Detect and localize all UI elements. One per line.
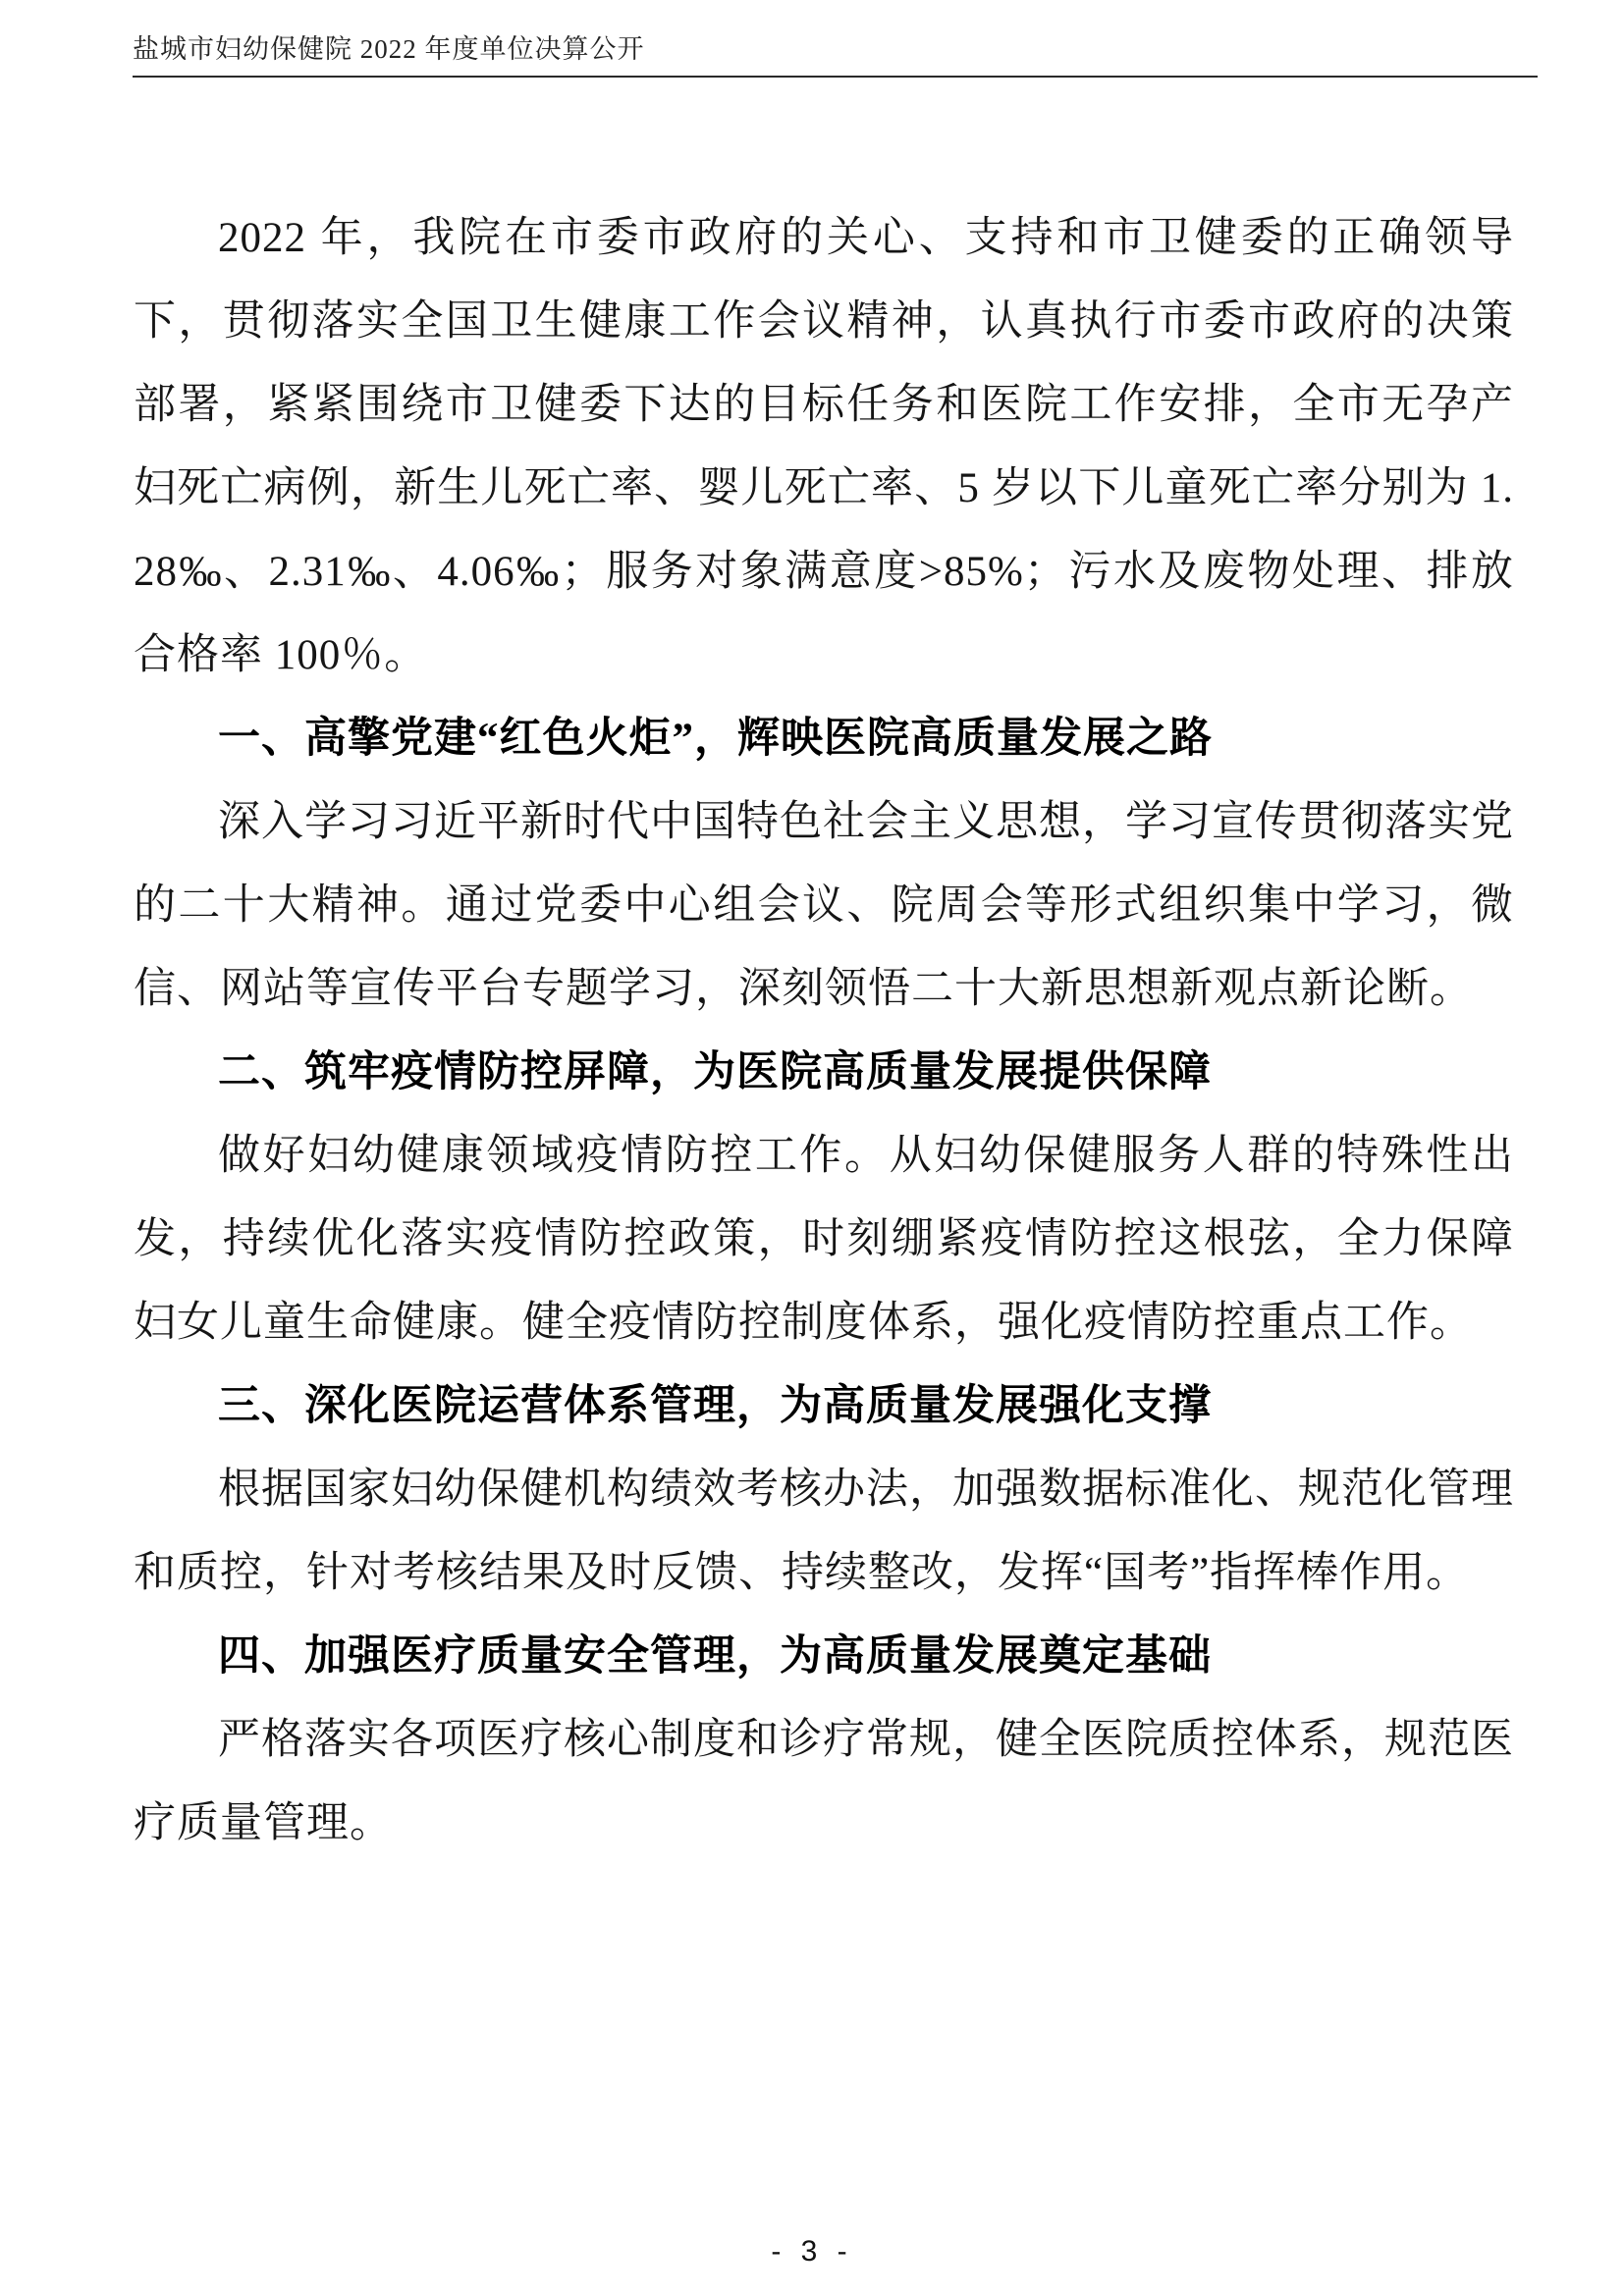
section-heading-3: 三、深化医院运营体系管理，为高质量发展强化支撑 — [218, 1383, 1212, 1429]
paragraph-section-1: 深入学习习近平新时代中国特色社会主义思想，学习宣传贯彻落实党的二十大精神。通过党委中心组会议、院周会等形式组织集中学习，微信、网站等宣传平台专题学习，深刻领悟二十大新思想新观点新论断。 — [134, 799, 1514, 1012]
section-heading-1: 一、高擎党建“红色火炬”，辉映医院高质量发展之路 — [218, 716, 1213, 762]
paragraph-section-3: 根据国家妇幼保健机构绩效考核办法，加强数据标准化、规范化管理和质控，针对考核结果及时反馈、持续整改，发挥“国考”指挥棒作用。 — [134, 1467, 1514, 1596]
section-heading-2: 二、筑牢疫情防控屏障，为医院高质量发展提供保障 — [218, 1049, 1212, 1095]
document-body — [134, 196, 1514, 1865]
paragraph-section-2: 做好妇幼健康领域疫情防控工作。从妇幼保健服务人群的特殊性出发，持续优化落实疫情防控政策，时刻绷紧疫情防控这根弦，全力保障妇女儿童生命健康。健全疫情防控制度体系，强化疫情防控重点工作。 — [134, 1133, 1514, 1346]
paragraph-section-4: 严格落实各项医疗核心制度和诊疗常规，健全医院质控体系，规范医疗质量管理。 — [134, 1717, 1514, 1846]
paragraph-intro: 2022 年，我院在市委市政府的关心、支持和市卫健委的正确领导下，贯彻落实全国卫生健康工作会议精神，认真执行市委市政府的决策部署，紧紧围绕市卫健委下达的目标任务和医院工作安排，全市无孕产妇死亡病例，新生儿死亡率、婴儿死亡率、5 岁以下儿童死亡率分别为 1.28‰、2.31‰、4.06‰；服务对象满意度>85%；污水及废物处理、排放合格率 100％。 — [134, 215, 1514, 678]
page-number: - 3 - — [771, 2235, 853, 2268]
header-title: 盐城市妇幼保健院 2022 年度单位决算公开 — [133, 34, 645, 64]
section-heading-4: 四、加强医疗质量安全管理，为高质量发展奠定基础 — [218, 1633, 1212, 1680]
page-header — [133, 27, 1538, 78]
